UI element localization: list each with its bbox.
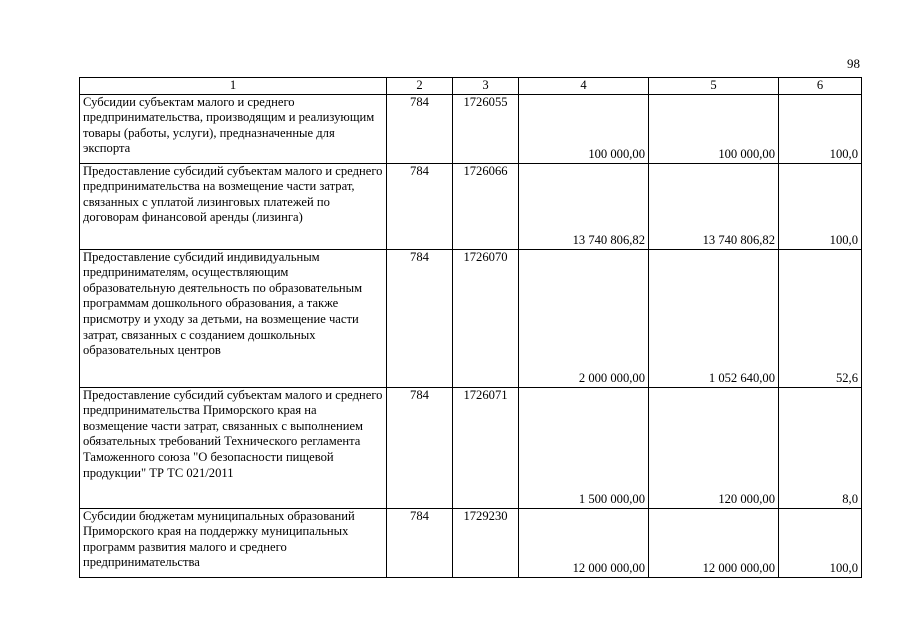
- row-code-col2: 784: [387, 163, 453, 249]
- row-name: Предоставление субсидий субъектам малого и среднего предпринимательства на возмещение части затрат, связанных с уплатой лизинговых платежей по договорам финансовой аренды (лизинга): [80, 163, 387, 249]
- row-name: Субсидии субъектам малого и среднего предпринимательства, производящим и реализующим товары (работы, услуги), предназначенные для экспорта: [80, 94, 387, 163]
- row-percent-col6: 100,0: [779, 94, 862, 163]
- row-code-col2: 784: [387, 249, 453, 387]
- row-code-col2: 784: [387, 387, 453, 508]
- row-percent-col6: 100,0: [779, 163, 862, 249]
- row-percent-col6: 52,6: [779, 249, 862, 387]
- row-amount-col4: 12 000 000,00: [519, 508, 649, 577]
- table-row: [80, 387, 862, 508]
- column-header-4: 4: [519, 78, 649, 95]
- row-code-col3: 1726070: [453, 249, 519, 387]
- table-header-row: [80, 78, 862, 95]
- row-percent-col6: 8,0: [779, 387, 862, 508]
- row-amount-col5: 13 740 806,82: [649, 163, 779, 249]
- column-header-2: 2: [387, 78, 453, 95]
- row-amount-col4: 100 000,00: [519, 94, 649, 163]
- row-amount-col4: 2 000 000,00: [519, 249, 649, 387]
- column-header-1: 1: [80, 78, 387, 95]
- column-header-3: 3: [453, 78, 519, 95]
- column-header-5: 5: [649, 78, 779, 95]
- row-code-col3: 1726066: [453, 163, 519, 249]
- row-name: Предоставление субсидий индивидуальным предпринимателям, осуществляющим образовательную деятельность по образовательным программам дошкольного образования, а также присмотру и уходу за детьми, на возмещение части затрат, связанных с созданием дошкольных образовательных центров: [80, 249, 387, 387]
- row-amount-col4: 1 500 000,00: [519, 387, 649, 508]
- row-amount-col5: 100 000,00: [649, 94, 779, 163]
- row-amount-col5: 1 052 640,00: [649, 249, 779, 387]
- row-code-col3: 1729230: [453, 508, 519, 577]
- row-percent-col6: 100,0: [779, 508, 862, 577]
- row-amount-col5: 12 000 000,00: [649, 508, 779, 577]
- row-name: Предоставление субсидий субъектам малого и среднего предпринимательства Приморского края на возмещение части затрат, связанных с выполнением обязательных требований Технического регламента Таможенного союза "О безопасности пищевой продукции" ТР ТС 021/2011: [80, 387, 387, 508]
- page-number: 98: [847, 56, 860, 71]
- table-row: [80, 249, 862, 387]
- row-code-col2: 784: [387, 94, 453, 163]
- budget-table: [79, 77, 862, 578]
- column-header-6: 6: [779, 78, 862, 95]
- row-code-col2: 784: [387, 508, 453, 577]
- table-row: [80, 94, 862, 163]
- table-row: [80, 163, 862, 249]
- table-row: [80, 508, 862, 577]
- row-name: Субсидии бюджетам муниципальных образований Приморского края на поддержку муниципальных программ развития малого и среднего предпринимательства: [80, 508, 387, 577]
- row-amount-col4: 13 740 806,82: [519, 163, 649, 249]
- row-code-col3: 1726071: [453, 387, 519, 508]
- row-code-col3: 1726055: [453, 94, 519, 163]
- row-amount-col5: 120 000,00: [649, 387, 779, 508]
